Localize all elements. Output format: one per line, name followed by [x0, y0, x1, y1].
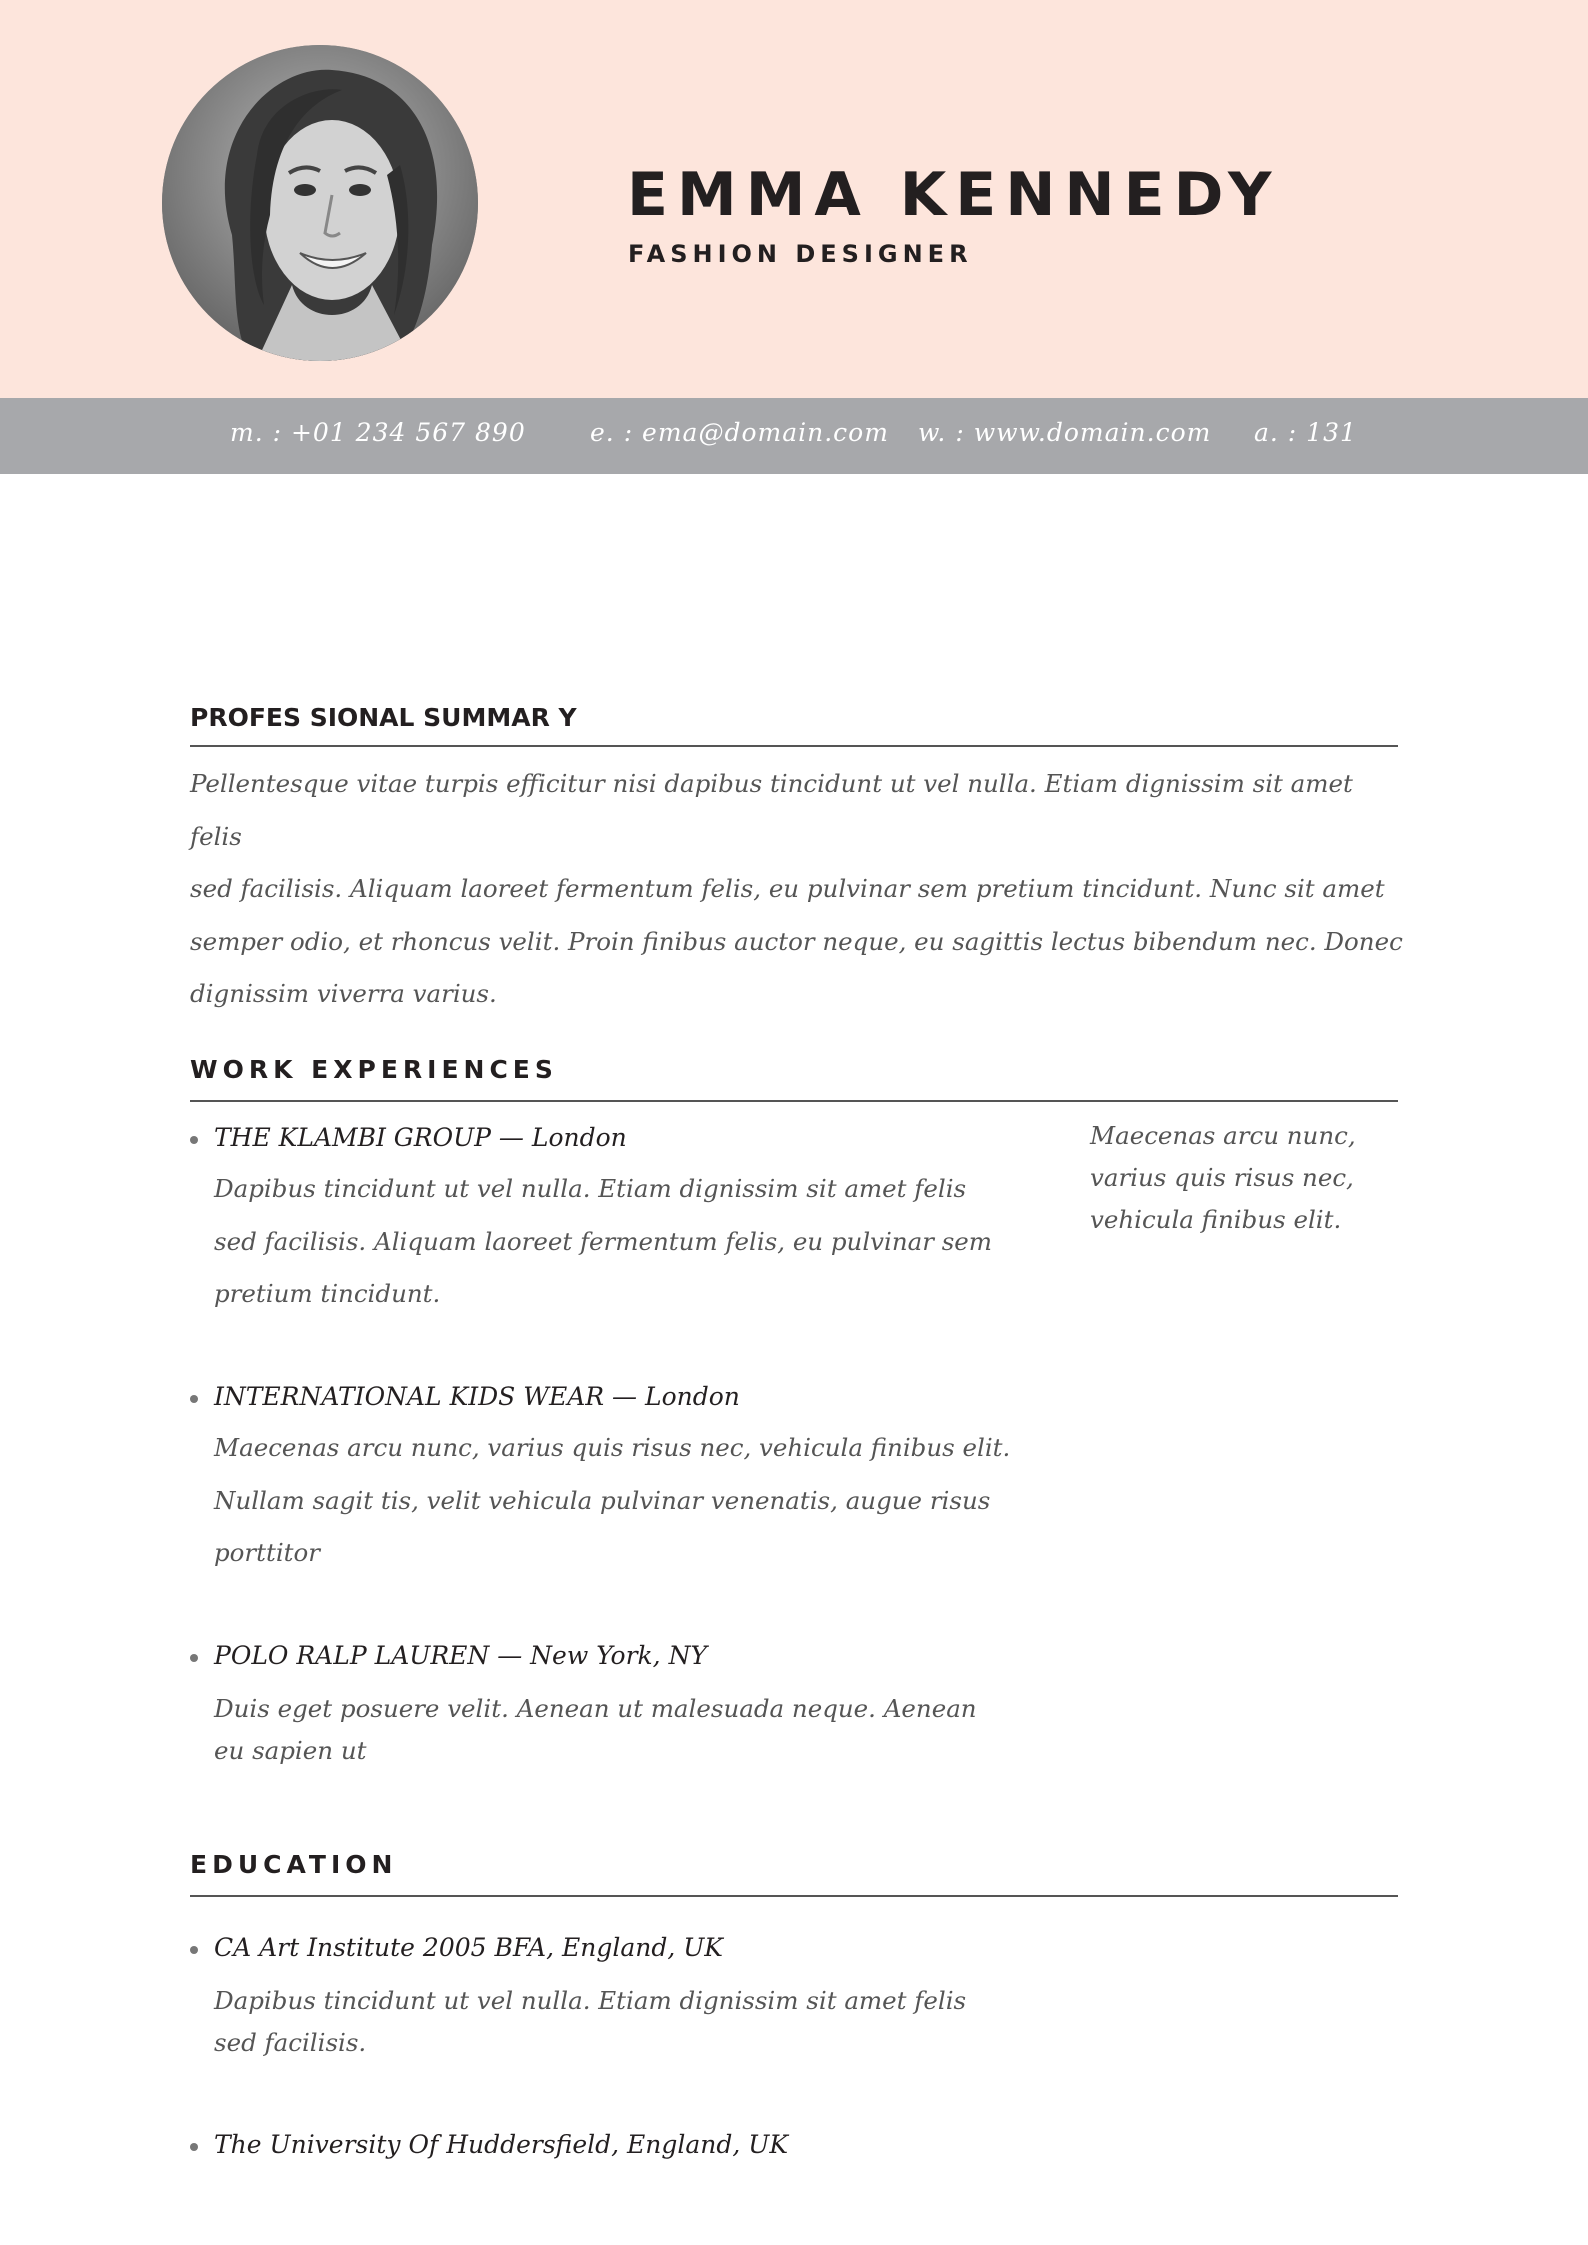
- work-item-line: sed facilisis. Aliquam laoreet fermentum felis, eu pulvinar sem: [214, 1226, 993, 1256]
- work-item-line: Dapibus tincidunt ut vel nulla. Etiam dignissim sit amet felis: [214, 1174, 967, 1203]
- summary-line: dignissim viverra varius.: [190, 979, 497, 1008]
- candidate-name: EMMA KENNEDY: [627, 160, 1281, 230]
- education-divider: [190, 1895, 1398, 1897]
- summary-line: sed facilisis. Aliquam laoreet fermentum felis, eu pulvinar sem pretium tincidunt. Nunc sit amet: [190, 874, 1385, 903]
- summary-title: PROFES SIONAL SUMMAR Y: [190, 703, 577, 732]
- education-title: EDUCATION: [190, 1850, 398, 1879]
- work-item-description: [214, 1163, 1014, 1321]
- work-divider: [190, 1100, 1398, 1102]
- contact-website[interactable]: w. : www.domain.com: [918, 418, 1212, 447]
- bullet-icon: [190, 1136, 198, 1144]
- education-item-heading: The University Of Huddersfield, England, UK: [214, 2130, 789, 2159]
- summary-line: semper odio, et rhoncus velit. Proin finibus auctor neque, eu sagittis lectus bibendum nec. Donec: [190, 926, 1403, 956]
- work-item-description: [214, 1688, 1014, 1772]
- work-side-note: [1090, 1115, 1390, 1241]
- side-note-line: varius quis risus nec,: [1090, 1163, 1354, 1192]
- work-item-line: porttitor: [214, 1538, 320, 1567]
- work-item-heading: INTERNATIONAL KIDS WEAR — London: [214, 1382, 740, 1411]
- work-item-line: Nullam sagit tis, velit vehicula pulvinar venenatis, augue risus: [214, 1485, 991, 1515]
- work-title: WORK EXPERIENCES: [190, 1055, 558, 1084]
- avatar: [162, 45, 478, 361]
- bullet-icon: [190, 1654, 198, 1662]
- work-item-line: Maecenas arcu nunc, varius quis risus nec, vehicula finibus elit.: [214, 1433, 1011, 1462]
- candidate-role: FASHION DESIGNER: [628, 240, 973, 268]
- work-item-description: [214, 1422, 1014, 1580]
- education-item-heading: CA Art Institute 2005 BFA, England, UK: [214, 1933, 723, 1962]
- summary-divider: [190, 745, 1398, 747]
- contact-email[interactable]: e. : ema@domain.com: [590, 418, 889, 447]
- contact-mobile: m. : +01 234 567 890: [230, 418, 526, 447]
- work-item-line: eu sapien ut: [214, 1736, 367, 1765]
- education-item-description: [214, 1980, 1014, 2064]
- portrait-photo-icon: [162, 45, 478, 361]
- work-item-heading: THE KLAMBI GROUP — London: [214, 1123, 627, 1152]
- side-note-line: vehicula finibus elit.: [1090, 1205, 1342, 1234]
- contact-address: a. : 131: [1254, 418, 1357, 447]
- work-item-line: Duis eget posuere velit. Aenean ut malesuada neque. Aenean: [214, 1694, 977, 1723]
- education-item-line: Dapibus tincidunt ut vel nulla. Etiam dignissim sit amet felis: [214, 1986, 967, 2015]
- summary-line: Pellentesque vitae turpis efficitur nisi dapibus tincidunt ut vel nulla. Etiam dignissim sit amet felis: [190, 769, 1353, 851]
- side-note-line: Maecenas arcu nunc,: [1090, 1121, 1356, 1150]
- summary-text: [190, 758, 1405, 1021]
- resume-header: [0, 0, 1588, 398]
- education-item-line: sed facilisis.: [214, 2028, 367, 2057]
- work-item-line: pretium tincidunt.: [214, 1279, 441, 1308]
- bullet-icon: [190, 1946, 198, 1954]
- contact-bar: [0, 398, 1588, 474]
- bullet-icon: [190, 2143, 198, 2151]
- work-item-heading: POLO RALP LAUREN — New York, NY: [214, 1641, 707, 1670]
- bullet-icon: [190, 1395, 198, 1403]
